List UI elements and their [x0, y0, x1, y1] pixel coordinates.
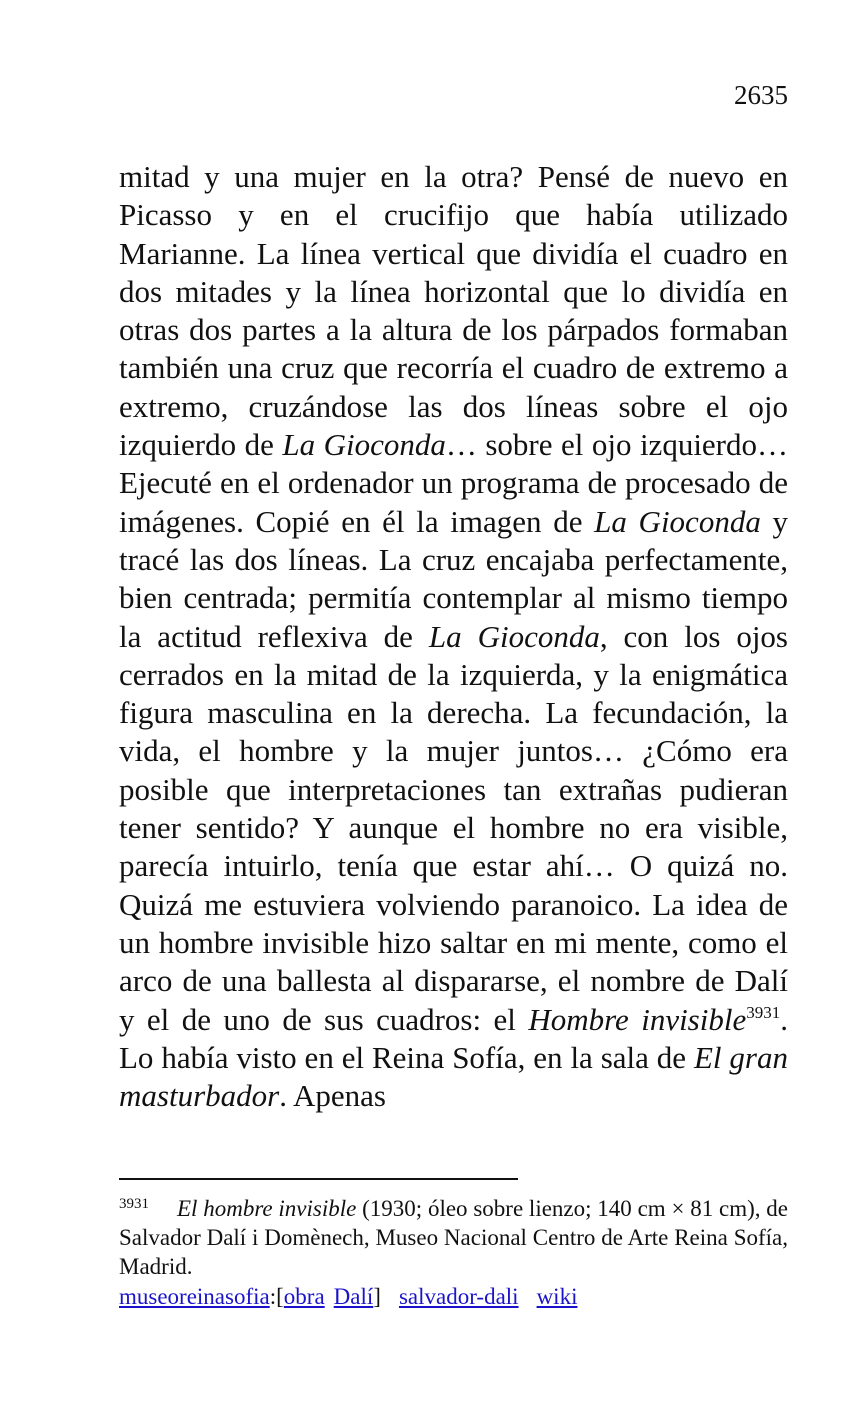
link-dali[interactable]: Dalí — [333, 1284, 374, 1309]
footnote-links — [119, 1282, 788, 1311]
body-text — [119, 158, 788, 1115]
artwork-title-hombre-invisible: Hombre invisible — [528, 1001, 747, 1037]
footnote-reference[interactable]: 3931 — [746, 1002, 781, 1022]
artwork-title-el-gran-masturbador: El gran masturbador — [119, 1039, 788, 1114]
link-separator: ] — [373, 1284, 381, 1309]
link-wiki[interactable]: wiki — [536, 1284, 578, 1309]
artwork-title-la-gioconda: La Gioconda — [594, 503, 761, 539]
footnote-number: 3931 — [119, 1196, 149, 1212]
body-paragraph — [119, 158, 788, 1115]
body-text-segment: . Lo había visto en el Reina Sofía, en la sala de — [119, 1001, 788, 1075]
link-separator: :[ — [269, 1284, 284, 1309]
footnote-divider — [119, 1178, 518, 1180]
page-number: 2635 — [734, 80, 788, 110]
footnote-artwork-title: El hombre invisible — [177, 1196, 357, 1221]
footnote — [119, 1194, 788, 1311]
footnote-description: (1930; óleo sobre lienzo; 140 cm × 81 cm), de Salvador Dalí i Domènech, Museo Nacional Centro de Arte Reina Sofía, Madrid. — [119, 1196, 788, 1279]
body-text-segment: , con los ojos cerrados en la mitad de la izquierda, y la enigmática figura masculina en la derecha. La fecundación, la vida, el hombre y la mujer juntos… ¿Cómo era posible que interpretaciones tan extrañas pudieran tener sentido? Y aunque el hombre no era visible, parecía intuirlo, tenía que estar ahí… O quizá no. Quizá me estuviera volviendo paranoico. La idea de un hombre invisible hizo saltar en mi mente, como el arco de una ballesta al dispararse, el nombre de Dalí y el de uno de sus cuadros: el — [119, 618, 788, 1037]
link-museoreinasofia[interactable]: museoreinasofia — [119, 1284, 270, 1309]
footnote-text — [119, 1194, 788, 1281]
body-text-segment: mitad y una mujer en la otra? Pensé de nuevo en Picasso y en el crucifijo que había utilizado Marianne. La línea vertical que dividía el cuadro en dos mitades y la línea horizontal que lo dividía en otras dos partes a la altura de los párpados formaban también una cruz que recorría el cuadro de extremo a extremo, cruzándose las dos líneas sobre el ojo izquierdo de — [119, 159, 788, 463]
body-text-segment: y tracé las dos líneas. La cruz encajaba perfectamente, bien centrada; permitía contemplar al mismo tiempo la actitud reflexiva de — [119, 503, 789, 654]
body-text-segment: … sobre el ojo izquierdo… Ejecuté en el ordenador un programa de procesado de imágenes. Copié en él la imagen de — [119, 427, 789, 539]
body-text-segment: . Apenas — [279, 1078, 386, 1114]
artwork-title-la-gioconda: La Gioconda — [428, 618, 600, 654]
link-obra[interactable]: obra — [283, 1284, 325, 1309]
artwork-title-la-gioconda: La Gioconda — [282, 427, 446, 463]
link-salvador-dali[interactable]: salvador-dali — [398, 1284, 519, 1309]
